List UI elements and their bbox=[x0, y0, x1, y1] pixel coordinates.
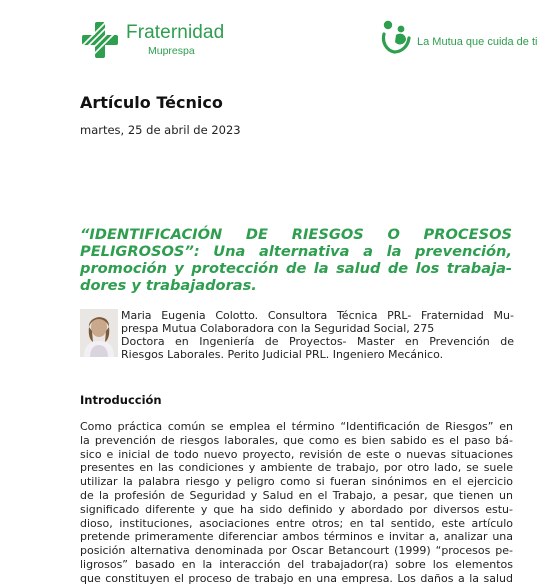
mutua-tagline-logo bbox=[376, 18, 537, 56]
body-line: dioso, instituciones, asociaciones entre otros; en tal sentido, este artículo bbox=[80, 516, 513, 530]
fraternidad-logo[interactable] bbox=[80, 20, 224, 60]
author-line: prespa Mutua Colaboradora con la Seguridad Social, 275 bbox=[121, 322, 435, 335]
author-line: Doctora en Ingeniería de Proyectos- Master en Prevención de bbox=[121, 335, 514, 348]
page-header bbox=[0, 0, 560, 70]
title-line: promoción y protección de la salud de los trabaja- bbox=[80, 260, 512, 277]
people-care-icon bbox=[376, 18, 414, 56]
brand-name: Fraternidad bbox=[126, 22, 225, 44]
author-line: Maria Eugenia Colotto. Consultora Técnica PRL- Fraternidad Mu- bbox=[121, 309, 514, 322]
body-line: de la profesión de Seguridad y Salud en el Trabajo, a pesar, que tienen un bbox=[80, 488, 513, 502]
tagline: La Mutua que cuida de ti bbox=[417, 36, 538, 48]
body-line: que constituyen el proceso de trabajo en una empresa. Los daños a la salud bbox=[80, 571, 513, 585]
title-line: dores y trabajadoras. bbox=[80, 277, 257, 294]
title-line: PELIGROSOS”: Una alternativa a la prevención, bbox=[80, 243, 512, 260]
author-info bbox=[121, 309, 514, 361]
title-line: “IDENTIFICACIÓN DE RIESGOS O PROCESOS bbox=[80, 226, 512, 243]
document-type: Artículo Técnico bbox=[80, 93, 223, 112]
section-heading: Introducción bbox=[80, 393, 162, 407]
body-line: posición alternativa denominada por Oscar Betancourt (1999) “procesos pe- bbox=[80, 544, 513, 558]
body-line: significado diferente y que ha sido definido y abordado por diversos estu- bbox=[80, 502, 513, 516]
author-photo bbox=[80, 309, 118, 357]
body-line: Como práctica común se emplea el término “Identificación de Riesgos” en bbox=[80, 420, 513, 433]
article-title bbox=[80, 226, 512, 294]
author-line: Riesgos Laborales. Perito Judicial PRL. Ingeniero Mecánico. bbox=[121, 348, 444, 361]
body-line: utilizar la palabra riesgo y peligro como si fueran sinónimos en el ejercicio bbox=[80, 475, 513, 489]
body-paragraph bbox=[80, 420, 513, 586]
publication-date: martes, 25 de abril de 2023 bbox=[80, 123, 241, 137]
brand-sub: Muprespa bbox=[148, 45, 195, 58]
body-line: ligrosos” basado en la interacción del trabajador(ra) sobre los elementos bbox=[80, 557, 513, 571]
body-line: la prevención de riesgos laborales, que como es bien sabido es el paso bá- bbox=[80, 433, 513, 447]
body-line: sico e inicial de todo nuevo proyecto, revisión de este o nuevas situaciones bbox=[80, 447, 513, 461]
body-line: presentes en las condiciones y ambiente de trabajo, por otro lado, se suele bbox=[80, 461, 513, 475]
brand-wordmark bbox=[126, 23, 224, 57]
fraternidad-cross-icon bbox=[80, 20, 120, 60]
body-line: pretende primeramente diferenciar ambos términos e invitar a, analizar una bbox=[80, 530, 513, 544]
